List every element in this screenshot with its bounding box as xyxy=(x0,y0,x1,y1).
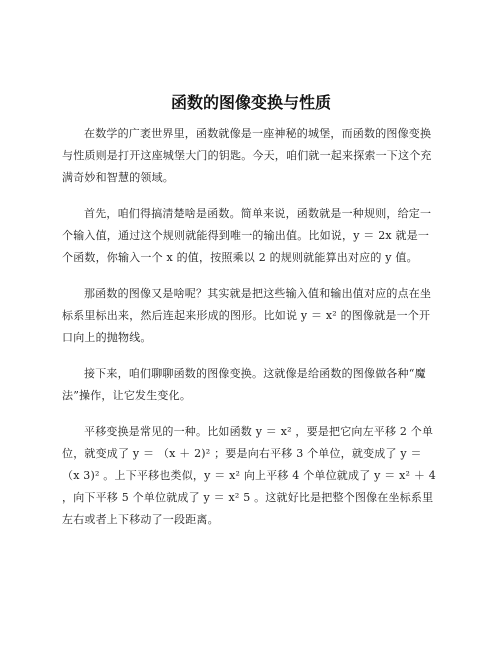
paragraph-graph-transformation: 接下来，咱们聊聊函数的图像变换。这就像是给函数的图像做各种“魔法”操作，让它发生变化。 xyxy=(62,367,426,402)
paragraph-function-graph: 那函数的图像又是啥呢？其实就是把这些输入值和输出值对应的点在坐标系里标出来，然后连起来形成的图形。比如说 y ＝ x² 的图像就是一个开口向上的抛物线。 xyxy=(62,287,432,344)
paragraph-translation: 平移变换是常见的一种。比如函数 y ＝ x² ，要是把它向左平移 2 个单位，就变成了 y ＝ （x ＋ 2)² ；要是向右平移 3 个单位，就变成了 y ＝ （x 3)² 。上下平移也类似，y ＝ x² 向上平移 4 个单位就成了 y ＝ x² ＋ 4 ，向下平移 5 个单位就成了 y ＝ x² 5 。这就好比是把整个图像在坐标系里左右或者上下移动了一段距离。 xyxy=(62,425,436,526)
paragraph-intro: 在数学的广袤世界里，函数就像是一座神秘的城堡，而函数的图像变换与性质则是打开这座城堡大门的钥匙。今天，咱们就一起来探索一下这个充满奇妙和智慧的领域。 xyxy=(62,127,432,184)
document-title: 函数的图像变换与性质 xyxy=(170,93,331,112)
paragraph-function-definition: 首先，咱们得搞清楚啥是函数。简单来说，函数就是一种规则，给定一个输入值，通过这个规则就能得到唯一的输出值。比如说，y ＝ 2x 就是一个函数，你输入一个 x 的值，按照乘以 2 的规则就能算出对应的 y 值。 xyxy=(62,207,432,264)
document-body xyxy=(62,123,438,545)
